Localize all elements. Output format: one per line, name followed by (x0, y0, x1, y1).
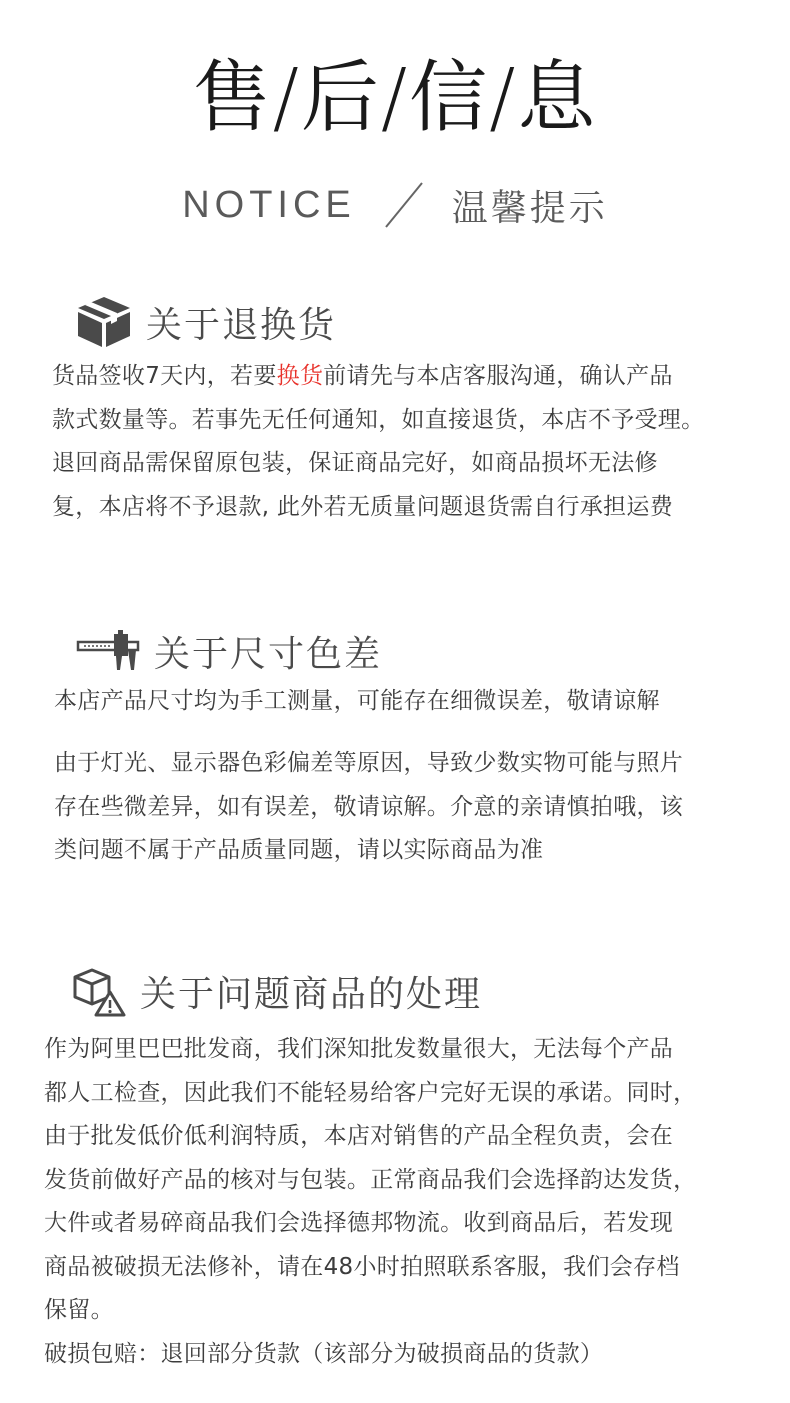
section-problem-heading (72, 966, 482, 1017)
section-size-intro (54, 680, 784, 724)
text-line: 大件或者易碎商品我们会选择德邦物流。收到商品后，若发现 (44, 1210, 674, 1236)
text-line: 由于灯光、显示器色彩偏差等原因，导致少数实物可能与照片 (54, 750, 684, 776)
section-size-heading (76, 626, 382, 677)
text-line: 破损包赔：退回部分货款（该部分为破损商品的货款） (44, 1340, 604, 1367)
box-icon (76, 295, 132, 349)
text-line: 款式数量等。若事先无任何通知，如直接退货，本店不予受理。 (52, 406, 705, 433)
section-returns-body (52, 355, 782, 529)
text-line: 存在些微差异，如有误差，敬请谅解。介意的亲请慎拍哦，该 (54, 793, 684, 820)
highlight-exchange: 换货 (276, 363, 324, 389)
page-subtitle (0, 178, 790, 232)
page-title: 售/后/信/息 (192, 53, 598, 143)
text-line: 保留。 (44, 1297, 114, 1323)
subtitle-english: NOTICE (182, 183, 356, 226)
section-returns-heading (76, 295, 336, 349)
text-line: 货品签收7天内，若要换货前请先与本店客服沟通，确认产品 (52, 363, 673, 389)
text-line: 都人工检查，因此我们不能轻易给客户完好无误的承诺。同时， (44, 1079, 697, 1106)
text-line: 发货前做好产品的核对与包装。正常商品我们会选择韵达发货， (44, 1166, 697, 1193)
subtitle-chinese: 温馨提示 (451, 187, 608, 229)
section-heading-label: 关于问题商品的处理 (140, 974, 483, 1015)
text-line: 退回商品需保留原包装，保证商品完好，如商品损坏无法修 (52, 450, 658, 476)
text-line: 本店产品尺寸均为手工测量，可能存在细微误差，敬请谅解 (54, 688, 660, 714)
text-line: 商品被破损无法修补，请在48小时拍照联系客服，我们会存档 (44, 1253, 680, 1280)
section-problem-body (44, 1028, 784, 1376)
damaged-box-warning-icon (72, 967, 126, 1017)
section-size-body (54, 742, 784, 873)
slash-divider-icon (374, 179, 434, 231)
section-heading-label: 关于尺寸色差 (154, 634, 383, 675)
section-heading-label: 关于退换货 (146, 304, 337, 346)
text-line: 作为阿里巴巴批发商，我们深知批发数量很大，无法每个产品 (44, 1036, 674, 1062)
text-line: 复，本店将不予退款, 此外若无质量问题退货需自行承担运费 (52, 493, 674, 520)
caliper-icon (76, 630, 140, 674)
text-line: 类问题不属于产品质量同题，请以实际商品为准 (54, 837, 544, 863)
text-line: 由于批发低价低利润特质，本店对销售的产品全程负责，会在 (44, 1123, 674, 1149)
